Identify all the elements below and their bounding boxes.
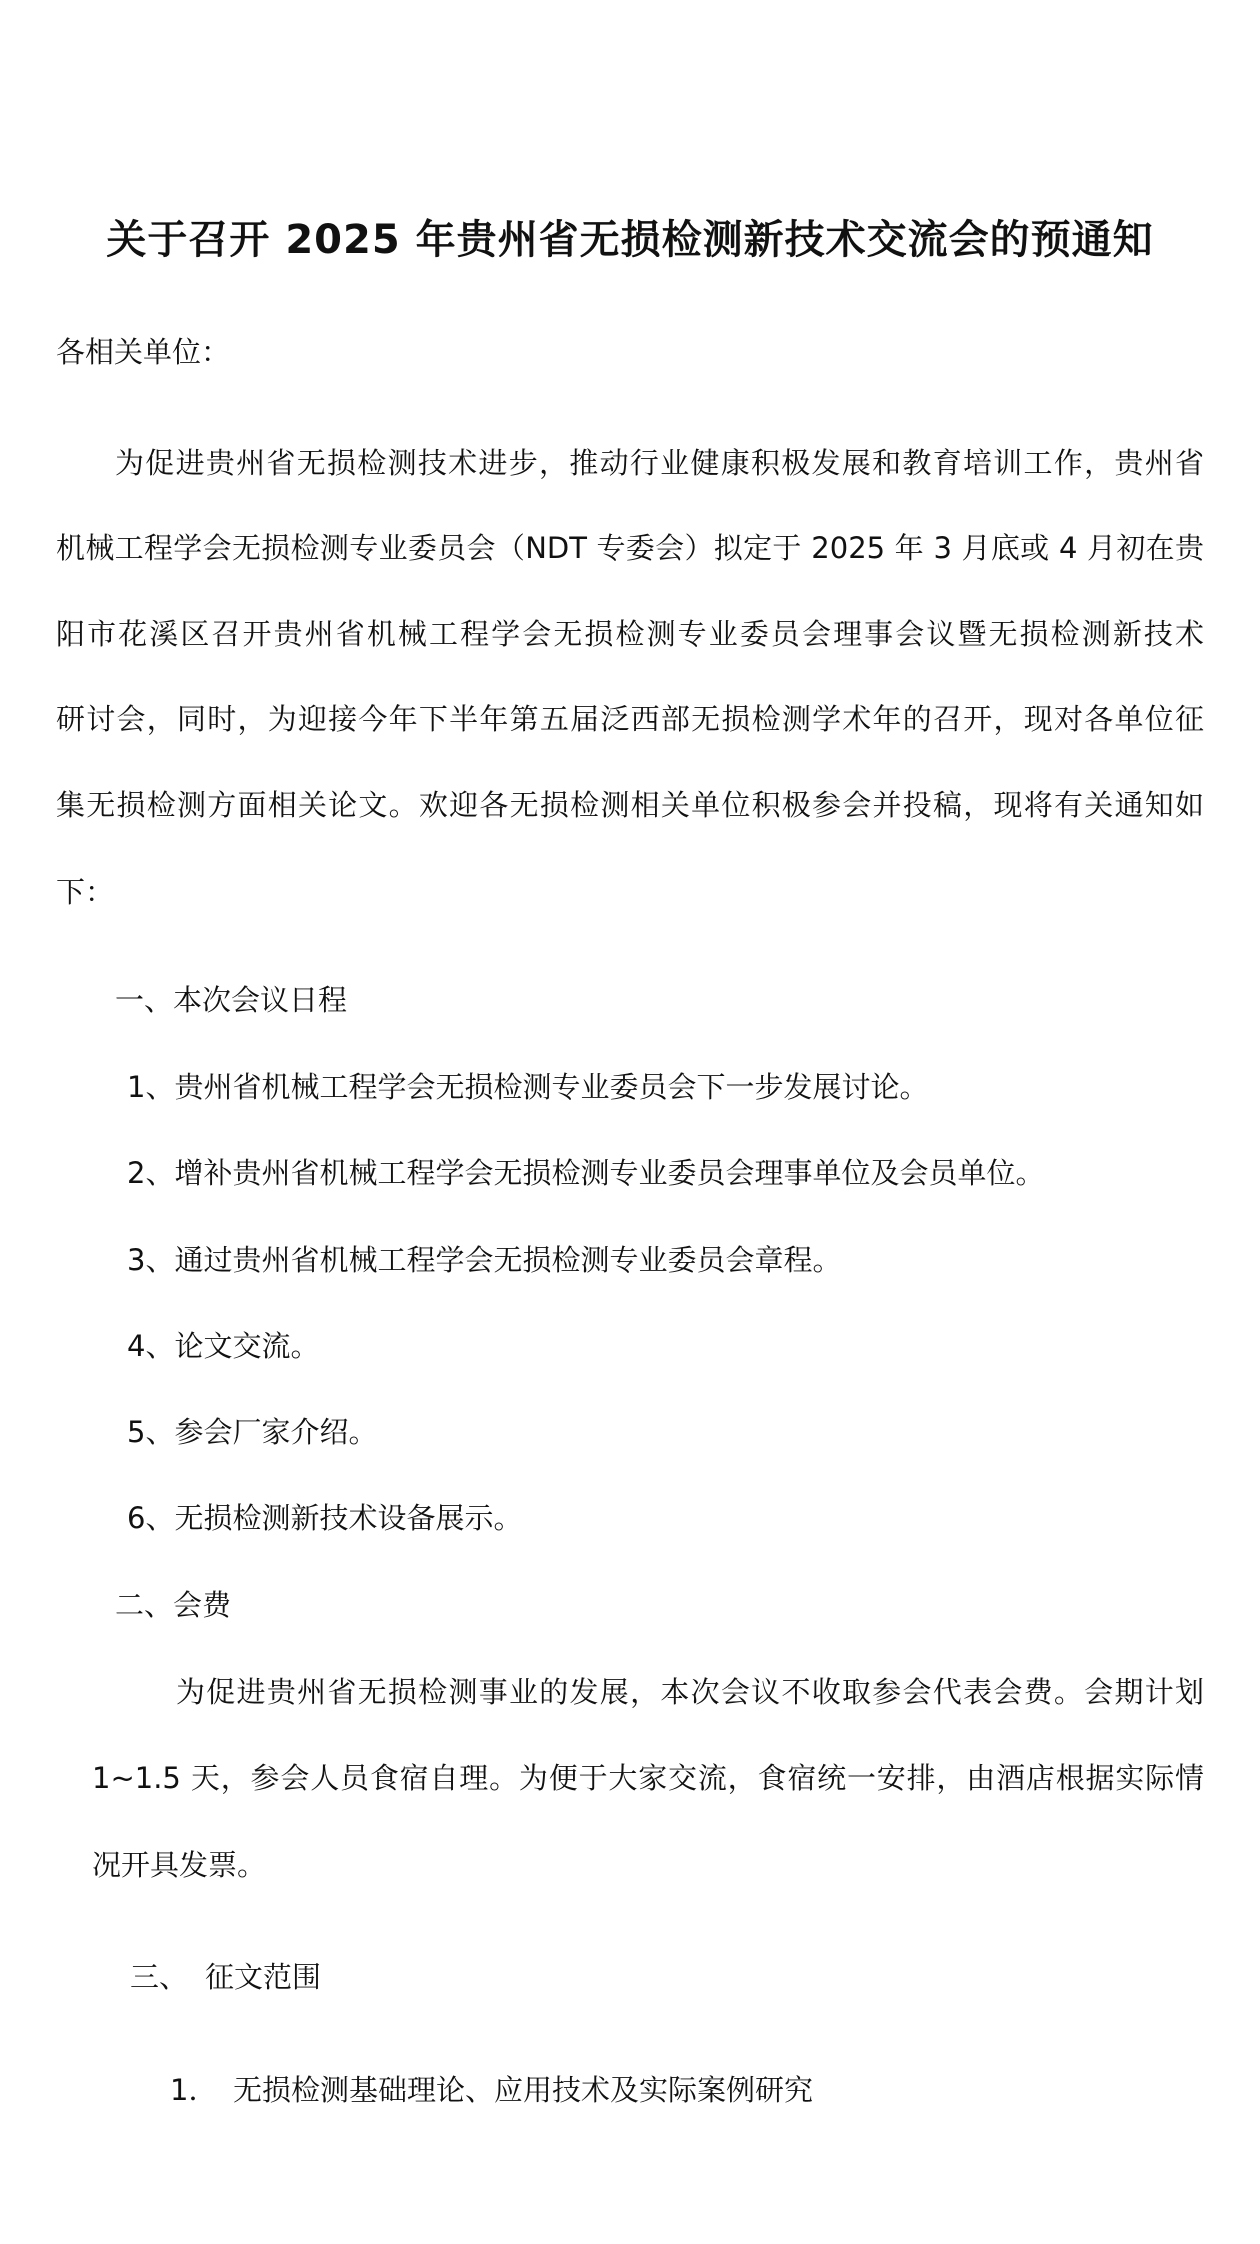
list-item-text: 无损检测新技术设备展示。: [174, 1501, 523, 1535]
intro-line-2: 机械工程学会无损检测专业委员会（NDT 专委会）拟定于 2025 年 3 月底或 4 月初在贵: [56, 531, 1204, 565]
section-2-line-2: 1~1.5 天，参会人员食宿自理。为便于大家交流，食宿统一安排，由酒店根据实际情: [92, 1761, 1204, 1795]
list-item-number: 2、: [127, 1156, 175, 1190]
list-item: [127, 1498, 522, 1538]
section-3-heading-number: 三、: [130, 1960, 189, 1994]
list-item-text: 参会厂家介绍。: [174, 1415, 378, 1449]
section-1-heading: 一、本次会议日程: [115, 983, 348, 1017]
list-item-text: 增补贵州省机械工程学会无损检测专业委员会理事单位及会员单位。: [174, 1156, 1045, 1190]
section-2-heading: 二、会费: [115, 1588, 232, 1622]
list-item-text: 贵州省机械工程学会无损检测专业委员会下一步发展讨论。: [174, 1070, 929, 1104]
list-item-number: 6、: [127, 1501, 175, 1535]
list-item-number: 1．: [170, 2073, 218, 2107]
list-item-number: 3、: [127, 1243, 175, 1277]
list-item: [127, 1067, 928, 1107]
list-item-text: 论文交流。: [174, 1329, 320, 1363]
salutation: 各相关单位：: [56, 335, 231, 369]
list-item: [127, 1326, 319, 1366]
list-item-number: 1、: [127, 1070, 175, 1104]
document-title: 关于召开 2025 年贵州省无损检测新技术交流会的预通知: [106, 217, 1154, 263]
list-item: [127, 1412, 377, 1452]
section-3-heading: [130, 1957, 321, 1997]
list-item-number: 5、: [127, 1415, 175, 1449]
list-item-text: 通过贵州省机械工程学会无损检测专业委员会章程。: [174, 1243, 842, 1277]
list-item: [127, 1153, 1044, 1193]
section-2-line-3: 况开具发票。: [92, 1848, 267, 1882]
list-item: [127, 1240, 841, 1280]
section-3-heading-text: 征文范围: [205, 1960, 322, 1994]
intro-line-5: 集无损检测方面相关论文。欢迎各无损检测相关单位积极参会并投稿，现将有关通知如: [56, 788, 1204, 822]
section-2-line-1: 为促进贵州省无损检测事业的发展，本次会议不收取参会代表会费。会期计划: [176, 1675, 1204, 1709]
list-item: [170, 2070, 813, 2110]
intro-line-6: 下：: [56, 875, 115, 909]
list-item-text: 无损检测基础理论、应用技术及实际案例研究: [233, 2073, 814, 2107]
intro-line-3: 阳市花溪区召开贵州省机械工程学会无损检测专业委员会理事会议暨无损检测新技术: [56, 617, 1204, 651]
intro-line-1: 为促进贵州省无损检测技术进步，推动行业健康积极发展和教育培训工作，贵州省: [115, 446, 1204, 480]
intro-line-4: 研讨会，同时，为迎接今年下半年第五届泛西部无损检测学术年的召开，现对各单位征: [56, 702, 1204, 736]
list-item-number: 4、: [127, 1329, 175, 1363]
